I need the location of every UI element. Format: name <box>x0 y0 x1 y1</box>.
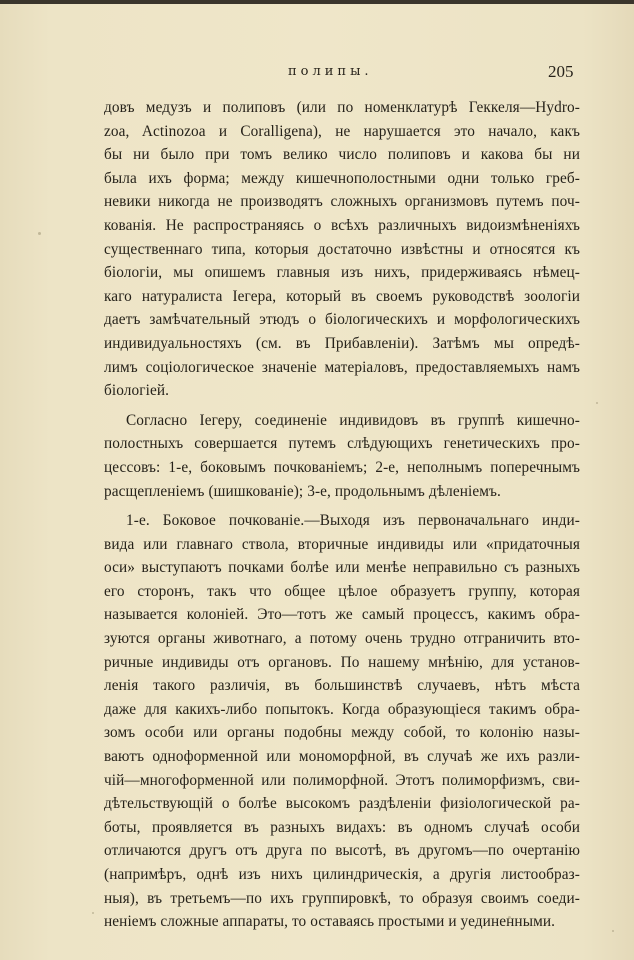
text-line: боты, проявляется въ разныхъ видахъ: въ одномъ случаѣ особи <box>104 818 580 836</box>
page-number: 205 <box>548 62 574 81</box>
paper-speck <box>508 916 511 919</box>
text-line: дѣтельствующій о болѣе высокомъ раздѣленіи физіологической ра- <box>104 795 580 813</box>
text-line: біологіи, мы опишемъ главныя изъ нихъ, придерживаясь нѣмец- <box>104 264 580 282</box>
running-head <box>0 62 634 88</box>
paper-speck <box>596 402 598 404</box>
text-line: ричные индивиды отъ органовъ. По нашему мнѣнію, для установ- <box>104 653 580 671</box>
chapter-title: полипы. <box>288 64 373 79</box>
text-line: кованія. Не распространяясь о всѣхъ различныхъ видоизмѣненіяхъ <box>104 216 580 234</box>
text-line: цессовъ: 1-е, боковымъ почкованіемъ; 2-е, неполнымъ поперечнымъ <box>104 458 580 476</box>
text-line: Согласно Іегеру, соединеніе индивидовъ въ группѣ кишечно- <box>126 411 580 429</box>
text-line: біологіей. <box>104 382 170 400</box>
text-line: лимъ соціологическое значеніе матеріаловъ, предоставляемыхъ намъ <box>104 358 580 376</box>
paragraph <box>104 96 580 403</box>
text-line: его сторонъ, такъ что общее цѣлое образуетъ группу, которая <box>104 582 580 600</box>
text-line: 1-е. Боковое почкованіе.—Выходя изъ первоначальнаго инди- <box>126 512 580 530</box>
text-line: расщепленіемъ (шишкованіе); 3-е, продольнымъ дѣленіемъ. <box>104 482 501 500</box>
paper-speck <box>92 912 94 914</box>
text-line: каго натуралиста Іегера, который въ своемъ руководствѣ зоологіи <box>104 287 580 305</box>
text-line: называется колоніей. Это—тотъ же самый процессъ, какимъ обра- <box>104 606 580 624</box>
text-line: ныя), въ третьемъ—по ихъ группировкѣ, то образуя своимъ соеди- <box>104 889 580 907</box>
paragraph <box>104 509 580 934</box>
text-line: даже для какихъ-либо попытокъ. Когда образующіеся такимъ обра- <box>104 700 580 718</box>
text-line: оси» выступаютъ почками болѣе или менѣе неправильно съ разныхъ <box>104 559 580 577</box>
paper-speck <box>612 930 614 932</box>
text-line: отличаются другъ отъ друга по высотѣ, въ другомъ—по очертанію <box>104 842 580 860</box>
body-text <box>104 96 580 934</box>
text-line: существеннаго типа, которыя достаточно извѣстны и относятся къ <box>104 240 580 258</box>
text-line: зомъ особи или органы подобны между собой, то колонію назы- <box>104 724 580 742</box>
text-line: индивидуальностяхъ (см. въ Прибавленіи). Затѣмъ мы опредѣ- <box>104 334 580 352</box>
text-line: бы ни было при томъ велико число полиповъ и какова бы ни <box>104 146 580 164</box>
text-line: полостныхъ совершается путемъ слѣдующихъ генетическихъ про- <box>104 435 580 453</box>
text-line: ленія такого различія, въ большинствѣ случаевъ, нѣтъ мѣста <box>104 677 580 695</box>
text-line: невики никогда не производятъ сложныхъ организмовъ путемъ поч- <box>104 193 580 211</box>
text-line: довъ медузъ и полиповъ (или по номенклатурѣ Геккеля—Hydro- <box>104 99 580 116</box>
text-line: ваютъ одноформенной или мономорфной, въ случаѣ же ихъ разли- <box>104 748 580 766</box>
paragraph <box>104 409 580 503</box>
text-line: зуются органы животнаго, а потому очень трудно отграничить вто- <box>104 630 580 648</box>
text-line: была ихъ форма; между кишечнополостными одни только греб- <box>104 169 580 187</box>
text-line: zoa, Actinozoa и Coralligena), не нарушается это начало, какъ <box>104 122 580 140</box>
paper-speck <box>38 232 41 235</box>
text-line: даетъ замѣчательный этюдъ о біологическихъ и морфологическихъ <box>104 311 580 329</box>
text-line: чій—многоформенной или полиморфной. Этотъ полиморфизмъ, сви- <box>104 771 580 789</box>
text-line: (напримѣръ, однѣ изъ нихъ цилиндрическія, а другія листообраз- <box>104 866 580 883</box>
text-line: неніемъ сложные аппараты, то оставаясь простыми и уединенными. <box>104 913 556 931</box>
text-line: вида или главнаго ствола, вторичные индивиды или «придаточныя <box>104 535 580 553</box>
